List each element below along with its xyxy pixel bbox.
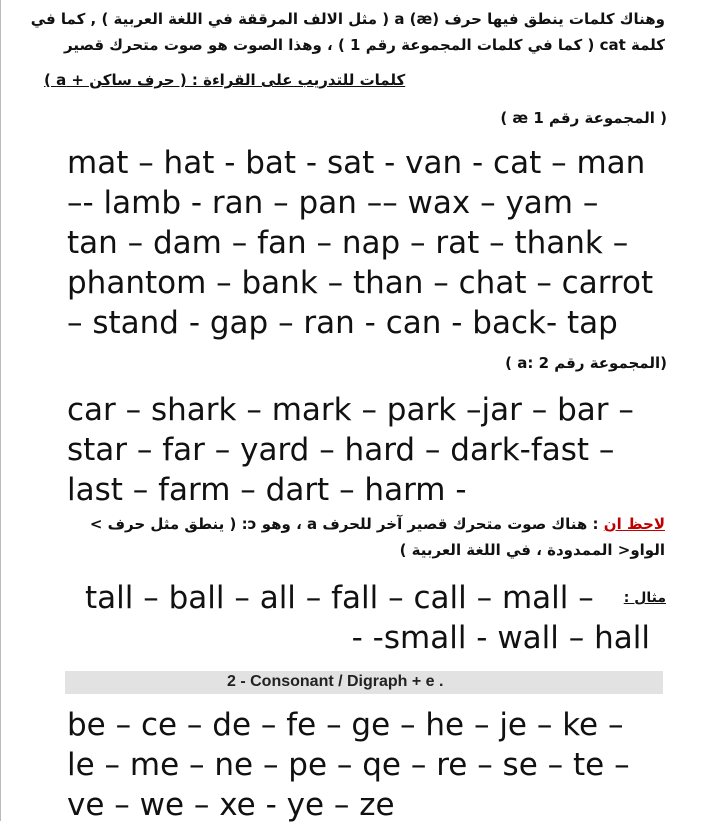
group-2-words bbox=[67, 390, 634, 510]
intro-line-2: كلمة cat ( كما في كلمات المجموعة رقم 1 ) ، وهذا الصوت هو صوت متحرك قصير bbox=[64, 36, 665, 54]
group-2-line: last – farm – dart – harm - bbox=[67, 472, 467, 508]
note-label: لاحظ ان bbox=[603, 515, 665, 533]
group-1-label: ( المجموعة رقم 1 æ ) bbox=[500, 109, 667, 127]
group-3-words bbox=[67, 705, 630, 825]
example-line-1: tall – ball – all – fall – call – mall – bbox=[85, 580, 594, 616]
group-1-words bbox=[67, 143, 653, 343]
intro-line-1: وهناك كلمات ينطق فيها حرف a (æ) ( مثل الالف المرققة في اللغة العربية ) , كما في bbox=[30, 10, 665, 28]
group-3-line: ve – we – xe - ye – ze bbox=[67, 787, 395, 823]
note-line-2: الواو< الممدودة ، في اللغة العربية ) bbox=[399, 541, 665, 559]
group-2-line: star – far – yard – hard – dark-fast – bbox=[67, 432, 615, 468]
training-heading: كلمات للتدريب على القراءة : ( حرف ساكن + a ) bbox=[44, 71, 406, 89]
group-1-line: – stand - gap – ran - can - back- tap bbox=[67, 305, 618, 341]
note-line-1 bbox=[90, 515, 665, 533]
example-line-2: - -small - wall – hall bbox=[351, 620, 650, 656]
group-1-line: mat – hat - bat - sat - van - cat – man bbox=[67, 145, 646, 181]
note-text-1: : هناك صوت متحرك قصير آخر للحرف a ، وهو ɔ: ( ينطق مثل حرف > bbox=[89, 515, 599, 533]
group-1-line: tan – dam – fan – nap – rat – thank – bbox=[67, 225, 629, 261]
group-3-line: le – me – ne – pe – qe – re – se – te – bbox=[67, 747, 630, 783]
group-1-line: phantom – bank – than – chat – carrot bbox=[67, 265, 654, 301]
group-1-line: –- lamb - ran – pan –– wax – yam – bbox=[67, 185, 599, 221]
group-3-line: be – ce – de – fe – ge – he – je – ke – bbox=[67, 707, 624, 743]
section-2-title: 2 - Consonant / Digraph + e . bbox=[227, 673, 444, 690]
group-2-line: car – shark – mark – park –jar – bar – bbox=[67, 392, 634, 428]
group-2-label: (المجموعة رقم 2 :a ) bbox=[505, 354, 667, 372]
example-label: مثال : bbox=[623, 590, 666, 606]
